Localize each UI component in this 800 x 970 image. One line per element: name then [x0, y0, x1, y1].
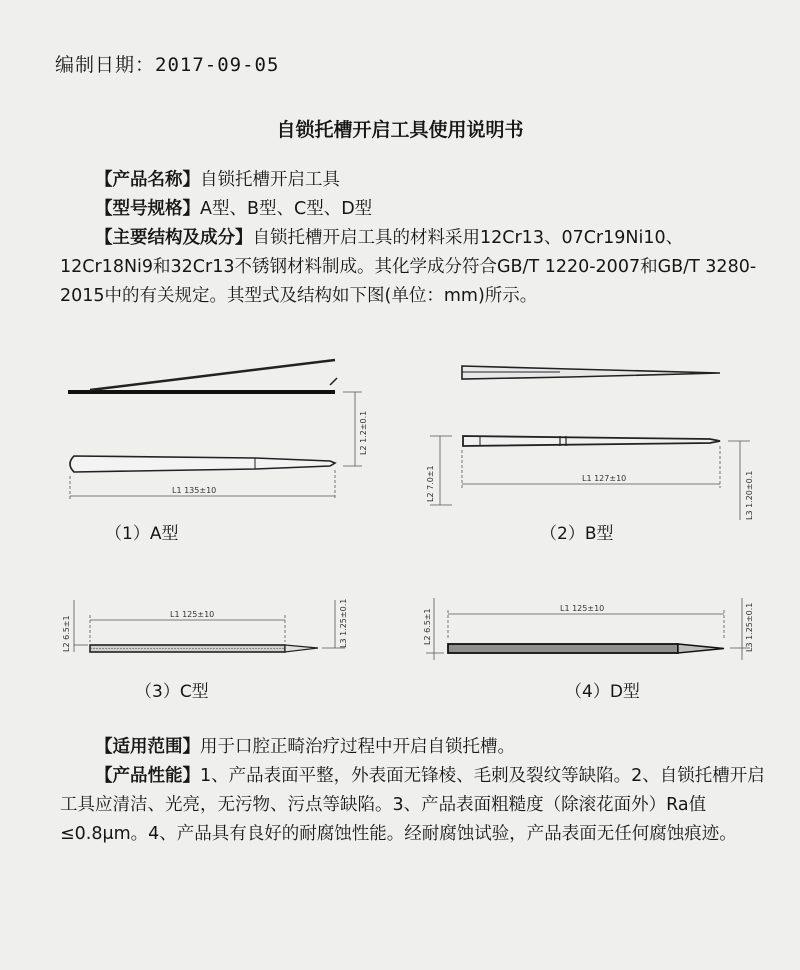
figure-b-height2-dim: L3 1.20±0.1	[745, 470, 754, 520]
usage-section	[60, 733, 772, 849]
figure-d-height1-dim: L2 6.5±1	[423, 608, 432, 645]
figure-c-height2-dim: L3 1.25±0.1	[339, 598, 348, 648]
model-label: 【型号规格】	[95, 199, 200, 219]
figure-c-caption: （3）C型	[135, 682, 209, 702]
figure-a-height-dim: L2 1.2±0.1	[359, 410, 368, 455]
scope-line	[60, 733, 772, 762]
scope-label: 【适用范围】	[95, 737, 200, 757]
performance-paragraph	[60, 762, 772, 849]
compile-date: 编制日期：2017-09-05	[55, 54, 280, 76]
figure-d-length-dim: L1 125±10	[560, 604, 605, 613]
figure-a-drawing	[68, 360, 368, 500]
product-name-value: 自锁托槽开启工具	[200, 170, 340, 190]
structure-label: 【主要结构及成分】	[95, 228, 253, 248]
figure-d-caption: （4）D型	[565, 682, 640, 702]
structure-text: 自锁托槽开启工具的材料采用12Cr13、07Cr19Ni10、12Cr18Ni9和32Cr13不锈钢材料制成。其化学成分符合GB/T 1220-2007和GB/T 3280-2015中的有关规定。其型式及结构如下图(单位：mm)所示。	[60, 228, 757, 306]
figure-b-caption: （2）B型	[540, 524, 614, 544]
figure-c-drawing	[62, 599, 348, 652]
performance-text: 1、产品表面平整，外表面无锋棱、毛刺及裂纹等缺陷。2、自锁托槽开启工具应清洁、光亮，无污物、污点等缺陷。3、产品表面粗糙度（除滚花面外）Ra值≤0.8μm。4、产品具有良好的耐腐蚀性能。经耐腐蚀试验，产品表面无任何腐蚀痕迹。	[60, 766, 765, 844]
scope-value: 用于口腔正畸治疗过程中开启自锁托槽。	[200, 737, 515, 757]
product-name-label: 【产品名称】	[95, 170, 200, 190]
document-title: 自锁托槽开启工具使用说明书	[276, 119, 524, 141]
figure-a-length-dim: L1 135±10	[172, 486, 217, 495]
figure-c-height1-dim: L2 6.5±1	[62, 615, 71, 652]
performance-label: 【产品性能】	[95, 766, 200, 786]
figure-c-length-dim: L1 125±10	[170, 610, 215, 619]
figure-d-drawing	[423, 598, 754, 660]
figure-a-caption: （1）A型	[105, 524, 179, 544]
figure-d-height2-dim: L3 1.25±0.1	[745, 602, 754, 652]
figure-b-length-dim: L1 127±10	[582, 474, 627, 483]
model-value: A型、B型、C型、D型	[200, 199, 373, 219]
figure-b-height1-dim: L2 7.0±1	[426, 465, 435, 502]
figure-b-drawing	[426, 366, 754, 520]
